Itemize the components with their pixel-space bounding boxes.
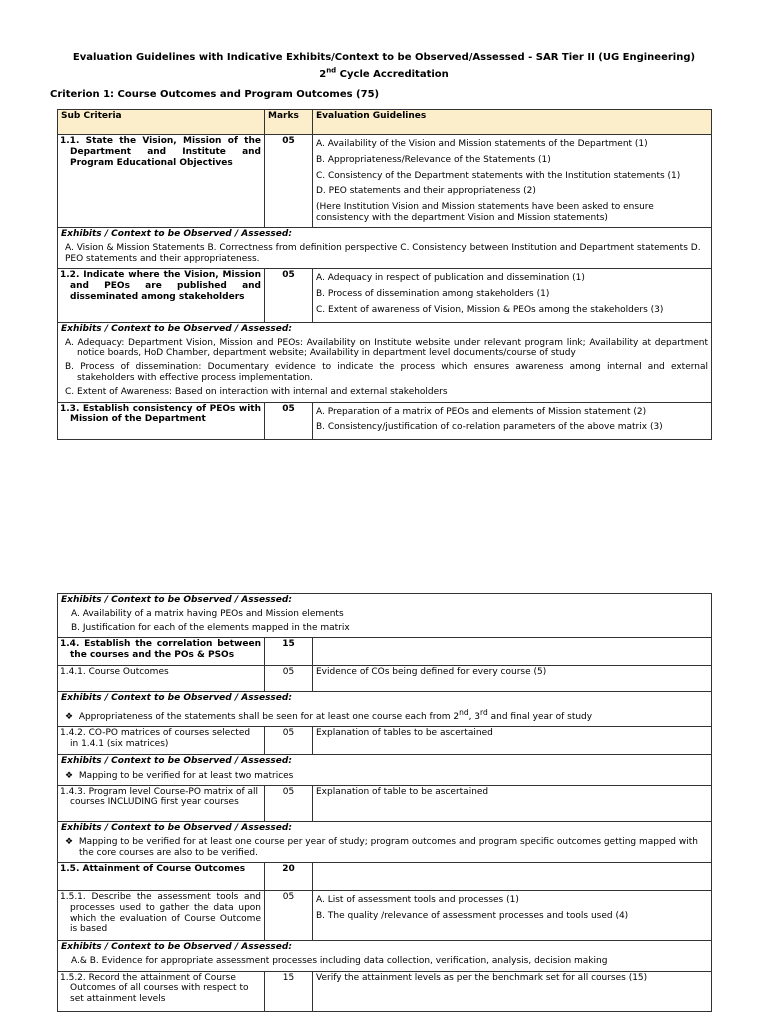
criterion-heading: Criterion 1: Course Outcomes and Program Outcomes (75)	[50, 89, 380, 100]
list-item: B. The quality /relevance of assessment processes and tools used (4)	[316, 910, 629, 921]
marks-1-3: 05	[265, 402, 313, 440]
list-item: D. PEO statements and their appropriateness (2)	[316, 186, 536, 197]
exhibit-cell	[58, 322, 712, 402]
guidelines-1-5-1	[313, 890, 712, 940]
table-row	[58, 269, 712, 322]
exhibit-item: B. Justification for each of the elements mapped in the matrix	[71, 622, 350, 633]
list-item: A. Adequacy in respect of publication and dissemination (1)	[316, 273, 585, 284]
guidelines-1-4-1: Evidence of COs being defined for every course (5)	[313, 666, 712, 692]
exhibit-bullet-item	[65, 837, 708, 859]
list-item: A. Availability of the Vision and Mission statements of the Department (1)	[316, 139, 648, 149]
exhibit-heading: Exhibits / Context to be Observed / Assessed:	[61, 941, 292, 952]
guideline-list	[316, 139, 708, 197]
list-item: C. Extent of awareness of Vision, Mission & PEOs among the stakeholders (3)	[316, 304, 664, 315]
marks-1-4: 15	[265, 638, 313, 666]
exhibit-heading: Exhibits / Context to be Observed / Assessed:	[61, 755, 292, 766]
marks-1-4-3: 05	[265, 785, 313, 821]
list-item: B. Process of dissemination among stakeholders (1)	[316, 289, 550, 300]
guidelines-1-5	[313, 862, 712, 890]
exhibit-item: C. Extent of Awareness: Based on interaction with internal and external stakeholders	[65, 386, 448, 397]
table-row	[58, 726, 712, 754]
exhibit-row	[58, 821, 712, 862]
exhibit-text: A.& B. Evidence for appropriate assessment processes including data collection, verification, analysis, decision making	[71, 955, 608, 966]
exhibit-heading: Exhibits / Context to be Observed / Assessed:	[61, 693, 292, 704]
marks-1-1: 05	[265, 135, 313, 228]
table-row	[58, 890, 712, 940]
exhibit-row	[58, 594, 712, 638]
list-item: B. Consistency/justification of co-relation parameters of the above matrix (3)	[316, 422, 663, 433]
marks-1-2: 05	[265, 269, 313, 322]
criteria-table-2	[57, 593, 712, 1012]
marks-1-5-1: 05	[265, 890, 313, 940]
guidelines-1-4	[313, 638, 712, 666]
ordinal-superscript: nd	[459, 708, 469, 718]
list-item: A. List of assessment tools and processes (1)	[316, 894, 519, 905]
diamond-bullet-icon: ❖	[65, 770, 74, 781]
exhibit-row	[58, 754, 712, 785]
exhibit-item: A. Adequacy: Department Vision, Mission and PEOs: Availability on Institute website under relevant program link; Availability at department notice boards, HoD Chamber, department website; Availability in department level documents/course of study	[65, 337, 708, 359]
exhibit-row	[58, 692, 712, 727]
guideline-list	[316, 407, 708, 434]
guidelines-1-1	[313, 135, 712, 228]
cycle-superscript: nd	[326, 66, 337, 75]
marks-1-4-1: 05	[265, 666, 313, 692]
list-item: B. Appropriateness/Relevance of the Statements (1)	[316, 154, 551, 165]
guidelines-1-4-3: Explanation of table to be ascertained	[313, 785, 712, 821]
exhibit-item: A. Availability of a matrix having PEOs and Mission elements	[71, 608, 344, 619]
header-marks: Marks	[265, 110, 313, 135]
exhibit-item: B. Process of dissemination: Documentary evidence to indicate the process which ensures awareness among internal and external stakeholders with effective process implementation.	[65, 362, 708, 383]
exhibit-heading: Exhibits / Context to be Observed / Assessed:	[61, 323, 292, 334]
guideline-note: (Here Institution Vision and Mission statements have been asked to ensure consistency with the department Vision and Mission statements)	[316, 202, 654, 223]
sub-criteria-1-5-1: 1.5.1. Describe the assessment tools and processes used to gather the data upon which the evaluation of Course Outcome is based	[58, 890, 265, 940]
guidelines-1-4-2: Explanation of tables to be ascertained	[313, 726, 712, 754]
exhibit-heading: Exhibits / Context to be Observed / Assessed:	[61, 595, 292, 605]
exhibit-text: Mapping to be verified for at least two matrices	[78, 770, 294, 781]
table-row	[58, 638, 712, 666]
exhibit-text: Mapping to be verified for at least one course per year of study; program outcomes and program specific outcomes getting mapped with the core courses are also to be verified.	[78, 837, 698, 859]
header-evaluation-guidelines: Evaluation Guidelines	[313, 110, 712, 135]
table-header-row	[58, 110, 712, 135]
guidelines-1-5-2: Verify the attainment levels as per the benchmark set for all courses (15)	[313, 971, 712, 1011]
exhibit-bullet-item	[65, 771, 708, 782]
document-title: Evaluation Guidelines with Indicative Exhibits/Context to be Observed/Assessed - SAR Tier II (UG Engineering)	[72, 52, 696, 63]
exhibit-bullet-item	[65, 708, 708, 723]
criteria-table-1	[57, 109, 712, 440]
exhibit-heading: Exhibits / Context to be Observed / Assessed:	[61, 229, 292, 239]
sub-criteria-1-4-1: 1.4.1. Course Outcomes	[58, 666, 265, 692]
marks-1-5: 20	[265, 862, 313, 890]
table-row	[58, 666, 712, 692]
cycle-number: 2	[319, 69, 327, 80]
marks-1-5-2: 15	[265, 971, 313, 1011]
exhibit-cell	[58, 228, 712, 269]
exhibit-text: , 3	[468, 712, 481, 723]
exhibit-cell	[58, 692, 712, 727]
ordinal-superscript: rd	[480, 708, 488, 718]
list-item: A. Preparation of a matrix of PEOs and elements of Mission statement (2)	[316, 406, 647, 417]
header-sub-criteria: Sub Criteria	[58, 110, 265, 135]
cycle-subtitle	[0, 66, 768, 81]
exhibit-row	[58, 940, 712, 971]
table-row	[58, 135, 712, 228]
diamond-bullet-icon: ❖	[65, 712, 74, 723]
sub-criteria-1-1: 1.1. State the Vision, Mission of the Department and Institute and Program Educational Objectives	[58, 135, 265, 228]
list-item: C. Consistency of the Department statements with the Institution statements (1)	[316, 170, 681, 181]
exhibit-cell	[58, 821, 712, 862]
marks-1-4-2: 05	[265, 726, 313, 754]
exhibit-row	[58, 322, 712, 402]
guidelines-1-2	[313, 269, 712, 322]
guideline-list	[316, 273, 708, 315]
exhibit-heading: Exhibits / Context to be Observed / Assessed:	[61, 822, 292, 833]
table-row	[58, 862, 712, 890]
exhibit-cell	[58, 940, 712, 971]
diamond-bullet-icon: ❖	[65, 837, 74, 848]
exhibit-text: A. Vision & Mission Statements B. Correctness from definition perspective C. Consistency between Institution and Department statements D. PEO statements and their appropriateness.	[65, 242, 701, 264]
sub-criteria-1-5-2: 1.5.2. Record the attainment of Course Outcomes of all courses with respect to set attainment levels	[58, 971, 265, 1011]
exhibit-cell	[58, 754, 712, 785]
sub-criteria-1-4-2: 1.4.2. CO-PO matrices of courses selected in 1.4.1 (six matrices)	[58, 726, 265, 754]
sub-criteria-1-4: 1.4. Establish the correlation between the courses and the POs & PSOs	[58, 638, 265, 666]
table-row	[58, 785, 712, 821]
sub-criteria-1-4-3: 1.4.3. Program level Course-PO matrix of all courses INCLUDING first year courses	[58, 785, 265, 821]
guideline-list	[316, 895, 708, 922]
exhibit-text: and final year of study	[487, 712, 593, 723]
exhibit-text: Appropriateness of the statements shall be seen for at least one course each from 2	[78, 712, 460, 723]
cycle-text: Cycle Accreditation	[336, 69, 449, 80]
exhibit-row	[58, 228, 712, 269]
sub-criteria-1-3: 1.3. Establish consistency of PEOs with Mission of the Department	[58, 402, 265, 440]
table-row	[58, 402, 712, 440]
table-row	[58, 971, 712, 1011]
exhibit-cell	[58, 594, 712, 638]
guidelines-1-3	[313, 402, 712, 440]
sub-criteria-1-2: 1.2. Indicate where the Vision, Mission and PEOs are published and disseminated among stakeholders	[58, 269, 265, 322]
sub-criteria-1-5: 1.5. Attainment of Course Outcomes	[58, 862, 265, 890]
